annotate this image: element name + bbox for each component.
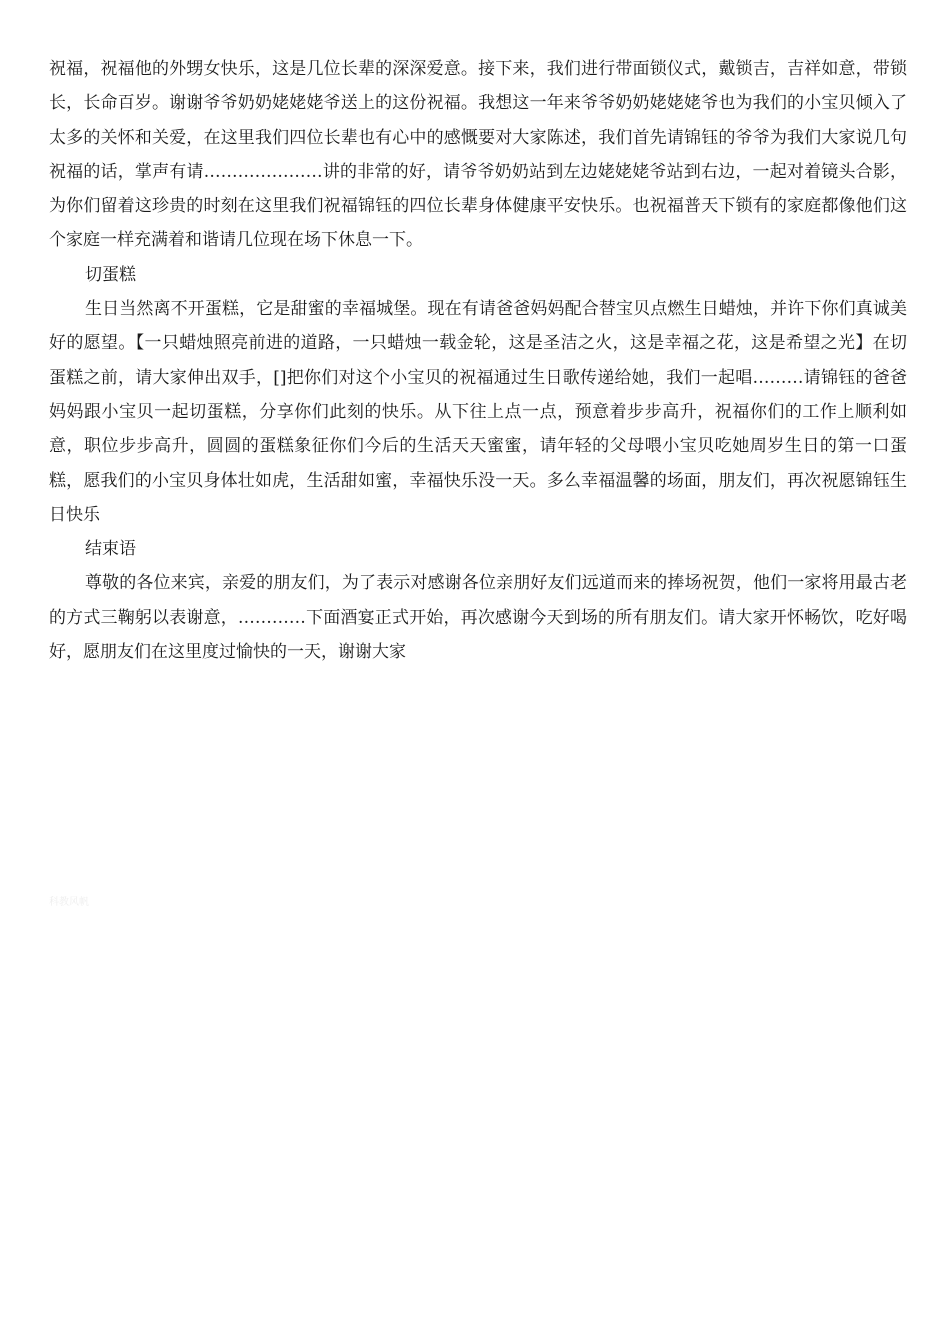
paragraph-blessing: 祝福，祝福他的外甥女快乐，这是几位长辈的深深爱意。接下来，我们进行带面锁仪式，戴锁吉，吉祥如意，带锁长，长命百岁。谢谢爷爷奶奶姥姥姥爷送上的这份祝福。我想这一年来爷爷奶奶姥姥姥爷也为我们的小宝贝倾入了太多的关怀和关爱，在这里我们四位长辈也有心中的感慨要对大家陈述，我们首先请锦钰的爷爷为我们大家说几句祝福的话，掌声有请…………………讲的非常的好，请爷爷奶奶站到左边姥姥姥爷站到右边，一起对着镜头合影，为你们留着这珍贵的时刻在这里我们祝福锦钰的四位长辈身体健康平安快乐。也祝福普天下锁有的家庭都像他们这个家庭一样充满着和谐请几位现在场下休息一下。: [49, 59, 907, 251]
heading-closing: 结束语: [85, 539, 136, 560]
paragraph-closing: 尊敬的各位来宾，亲爱的朋友们，为了表示对感谢各位亲朋好友们远道而来的捧场祝贺，他们一家将用最古老的方式三鞠躬以表谢意，…………下面酒宴正式开始，再次感谢今天到场的所有朋友们。请大家开怀畅饮，吃好喝好，愿朋友们在这里度过愉快的一天，谢谢大家: [49, 573, 907, 663]
document-body: [49, 52, 907, 669]
watermark-text: 科教风帆: [49, 897, 89, 908]
paragraph-cut-cake: 生日当然离不开蛋糕，它是甜蜜的幸福城堡。现在有请爸爸妈妈配合替宝贝点燃生日蜡烛，并许下你们真诚美好的愿望。【一只蜡烛照亮前进的道路，一只蜡烛一载金轮，这是圣洁之火，这是幸福之花，这是希望之光】在切蛋糕之前，请大家伸出双手，[]把你们对这个小宝贝的祝福通过生日歌传递给她，我们一起唱………请锦钰的爸爸妈妈跟小宝贝一起切蛋糕，分享你们此刻的快乐。从下往上点一点，预意着步步高升，祝福你们的工作上顺利如意，职位步步高升，圆圆的蛋糕象征你们今后的生活天天蜜蜜，请年轻的父母喂小宝贝吃她周岁生日的第一口蛋糕，愿我们的小宝贝身体壮如虎，生活甜如蜜，幸福快乐没一天。多么幸福温馨的场面，朋友们，再次祝愿锦钰生日快乐: [49, 299, 907, 525]
heading-cut-cake: 切蛋糕: [85, 264, 136, 285]
